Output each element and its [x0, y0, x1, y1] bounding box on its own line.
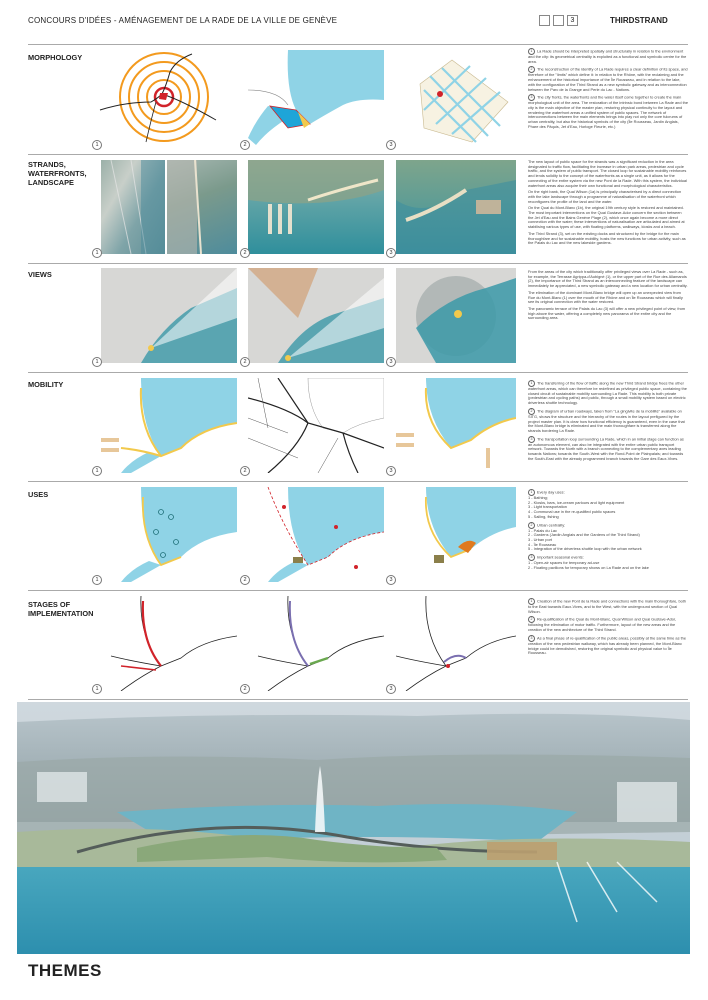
list-item: 1 - Open-air spaces for temporary ad-use [528, 560, 600, 566]
section-title-morphology: MORPHOLOGY [28, 53, 83, 62]
list-item: 1 - Bathing; [528, 495, 548, 500]
stages-description [528, 598, 688, 696]
views-description [528, 270, 688, 370]
mobility-diagram-3 [396, 378, 516, 473]
page-heading-themes: THEMES [28, 961, 102, 980]
bullet-number: 1 [528, 489, 535, 496]
uses-description [528, 489, 688, 587]
paragraph: The Third Strand (3), set on the existing docks and structured by the bridge for the main thoroughfare and for sustainable mobility, hosts the new functions for urban activity, such as the Palais du Lac and the new lakeside gardens. [528, 230, 686, 246]
figure-number: 1 [92, 684, 102, 694]
paragraph: The diagram of urban roadways, taken from "La gingivite de la mobilité" available on SITG, shows the structure and the hierarchy of the routes in the layout prefigured by the project master plan. It is clear how functional efficiency is guaranteed, even in the case that the Mont-Blanc bridge is eliminated and the main thoroughfare is transferred along the strands bordering La Rade. [528, 408, 685, 433]
aerial-photo-2 [248, 160, 384, 254]
paragraph: Re-qualification of the Quai du Mont-Blanc, Quai Wilson and Quai Gustave-Ador, following the elimination of motor traffic. Furthermore, layout of the new areas and the creation of the new architecture of the Third Strand. [528, 616, 677, 633]
mobility-diagram-1 [101, 378, 237, 473]
paragraph: On the right bank, the Quai Wilson (1a) is principally characterised by a direct connection with the lake landscape through a programme of naturalisation of the waterfront which reconfigures the profile of the land and the water. [528, 189, 682, 204]
figure-number: 2 [240, 684, 250, 694]
list-heading: Every day uses: [537, 489, 565, 495]
figure-number: 2 [240, 357, 250, 367]
list-heading: Urban centrality: [537, 522, 566, 528]
figure-number: 3 [386, 140, 396, 150]
bullet-number: 3 [528, 436, 535, 443]
list-item: 1 - Palais du Lac [528, 527, 557, 533]
list-item: 4 - Communal use in the re-qualified public spaces [528, 509, 616, 515]
paragraph: The reconstruction of the identity of La Rade requires a clear definition of its space, and therefore of the "limits" which define it: in relation to the Rhône, with the reclaiming and the enhancement of the historical importance of the Île Rousseau, and in relation to the lake, with the configuration of the Third Strand as a new symbolic gateway and as interconnection between the Parc de la Grange and Perle du Lac - Nations. [528, 66, 688, 92]
aerial-photo-3 [396, 160, 516, 254]
morphology-diagram-3 [396, 50, 516, 145]
paragraph: As a final phase of re-qualification of the public areas, possibly at the same time as the creation of the new pedestrian walkway, which has already been planned, the Mont-Blanc bridge could be demolished, restoring the original symbolic and physical value to Île Rousseau. [528, 635, 687, 656]
figure-number: 2 [240, 575, 250, 585]
list-item: 4 - Île Rousseau [528, 541, 557, 547]
bullet-number: 2 [528, 408, 535, 415]
page-box-3: 3 [567, 15, 578, 26]
bullet-number: 2 [528, 616, 535, 623]
page-box-2 [553, 15, 564, 26]
bullet-number: 3 [528, 635, 535, 642]
figure-number: 3 [386, 684, 396, 694]
divider [28, 372, 688, 373]
aerial-photo-1b [167, 160, 237, 254]
figure-number: 3 [386, 575, 396, 585]
page-indicator [539, 15, 578, 26]
paragraph: The elimination of the dominant Mont-Blanc bridge will open up an unexpected view from Rue du Mont-Blanc (1) over the mouth of the Rhône and on Île Rousseau which will finally see its original connection with the water restored. [528, 289, 683, 305]
mobility-diagram-2 [248, 378, 384, 473]
uses-diagram-2 [248, 487, 384, 582]
uses-diagram-1 [101, 487, 237, 582]
section-title-stages: STAGES OF IMPLEMENTATION [28, 600, 94, 618]
bullet-number: 3 [528, 554, 535, 561]
paragraph: The new layout of public space for the strands was a significant reduction in the area designated to traffic flow, facilitating the increase in urban park areas, pedestrian and cycle traffic, and the system of public transport. The closed loop for sustainable mobility reinforces and lends solidity to the concept of the waterfronts as a single unit, as it allows for the connecting of the entire system via the new Pont de la Rade. With this system, the individual waterfront areas also acquire their own functional and morphological characteristics. [528, 160, 687, 188]
divider [28, 699, 688, 700]
paragraph: La Rade should be interpreted spatially and structurally in relation to the environment and the city: its geometrical centrality is exploited as a functional and symbolic centre for the area. [528, 48, 687, 64]
figure-number: 1 [92, 466, 102, 476]
list-item: 2 - Floating pavilions for temporary shows on La Rade and on the lake [528, 564, 649, 570]
paragraph: From the areas of the city which traditionally offer privileged views over La Rade - such as, for example, the Terrasse Agrippa-d'Aubigné (1), or the upper part of the Rue des Allamands (2), the importance of the Third Strand as an interconnecting feature of the landscape can immediately be appreciated, a new symbolic gateway and a new location for urban centrality. [528, 270, 688, 289]
section-title-uses: USES [28, 490, 49, 499]
stages-diagram-3 [396, 596, 516, 691]
figure-number: 1 [92, 248, 102, 258]
page-box-1 [539, 15, 550, 26]
divider [28, 263, 688, 264]
morphology-description [528, 48, 688, 152]
list-item: 3 - Urban port [528, 536, 553, 542]
list-item: 5 - Integration of the driverless shuttle loop with the urban network [528, 546, 642, 552]
bullet-number: 3 [528, 94, 535, 101]
morphology-diagram-1 [96, 50, 232, 145]
list-item: 2 - Kiosks, bars, ice-cream parlours and light equipment [528, 499, 625, 505]
uses-diagram-3 [396, 487, 516, 582]
paragraph: On the Quai du Mont-Blanc (1b), the original 19th century style is restored and maintained. The most important interventions on the Quai Gustave-Ador concern the section between the Jet d'Eau and the Bains Genève Plage (2), which once again become a more direct connection with the water; these interventions of naturalisation are articulated and aimed at stabilising various types of use, with floating platforms, walkways, kiosks and a beach. [528, 205, 685, 230]
paragraph: The city fronts, the waterfronts and the water itself come together to create the main morphological unit of the area. The restoration of the intrinsic bond between La Rade and the city is the main objective of the master plan, restoring physical continuity to the layout and rendering the waterfront areas a unified system of public spaces. The network of interconnections between the main elements brings into play not only the core fulcrums of urban centrality, but also the historical symbols of the city (Île Rousseau, Jardin Anglais, Phare des Pâquis, Jet d'Eau, Horloge Fleurie, etc.) [528, 94, 688, 129]
list-item: 5 - Sailing, fishing [528, 513, 559, 519]
bullet-number: 1 [528, 380, 535, 387]
bullet-number: 1 [528, 48, 535, 55]
figure-number: 2 [240, 140, 250, 150]
divider [28, 590, 688, 591]
paragraph: The panoramic terrace of the Palais du Lac (3) will offer a new privileged point of view, from high above the water, offering a completely new panorama of the entire city and the surrounding area. [528, 305, 686, 321]
figure-number: 2 [240, 248, 250, 258]
morphology-diagram-2 [248, 50, 384, 145]
figure-number: 1 [92, 575, 102, 585]
bullet-number: 1 [528, 598, 535, 605]
figure-number: 1 [92, 140, 102, 150]
aerial-rendering [17, 702, 690, 954]
section-title-views: VIEWS [28, 270, 52, 279]
view-map-2 [248, 268, 384, 363]
bullet-number: 2 [528, 522, 535, 529]
strands-description [528, 160, 688, 260]
project-name: THIRDSTRAND [610, 16, 668, 25]
view-map-1 [101, 268, 237, 363]
figure-number: 3 [386, 466, 396, 476]
paragraph: Creation of the new Pont de la Rade and connections with the main thoroughfare, both to the East towards Eaux-Vives, and to the West, with the underground section of Quai Wilson. [528, 598, 687, 614]
figure-number: 1 [92, 357, 102, 367]
divider [28, 44, 688, 45]
list-item: 2 - Gardens (Jardin Anglais and the Gardens of the Third Strand) [528, 532, 640, 538]
paragraph: The transferring of the flow of traffic along the new Third Strand bridge frees the other waterfront areas, which can therefore be redefined as privileged public space, containing the closed circuit of sustainable mobility surrounding La Rade. This mobility is both private (pedestrian and cycling paths) and public, through a small mobility system based on electric driverless shuttle technology. [528, 380, 687, 406]
list-heading: Important seasonal events: [537, 554, 584, 560]
view-map-3 [396, 268, 516, 363]
aerial-photo-1a [101, 160, 165, 254]
stages-diagram-2 [248, 596, 384, 691]
paragraph: The transportation loop surrounding La Rade, which in an initial stage can function as an autonomous element, can also be integrated with the entire urban public transport network. Towards the North with a branch connecting to the complementary axes leading towards Nations; towards the South-West with the Rond-Point de Plainpalais; and towards the South-East with the already programmed branch towards the Gare des Eaux-Vives. [528, 436, 684, 461]
figure-number: 2 [240, 466, 250, 476]
figure-number: 3 [386, 357, 396, 367]
section-title-strands: STRANDS, WATERFRONTS, LANDSCAPE [28, 160, 87, 187]
figure-number: 3 [386, 248, 396, 258]
competition-title: CONCOURS D'IDÉES - AMÉNAGEMENT DE LA RADE DE LA VILLE DE GENÈVE [28, 16, 338, 25]
divider [28, 481, 688, 482]
stages-diagram-1 [101, 596, 237, 691]
bullet-number: 2 [528, 66, 535, 73]
mobility-description [528, 380, 688, 478]
list-item: 3 - Light transportation [528, 504, 567, 510]
section-title-mobility: MOBILITY [28, 380, 64, 389]
divider [28, 154, 688, 155]
